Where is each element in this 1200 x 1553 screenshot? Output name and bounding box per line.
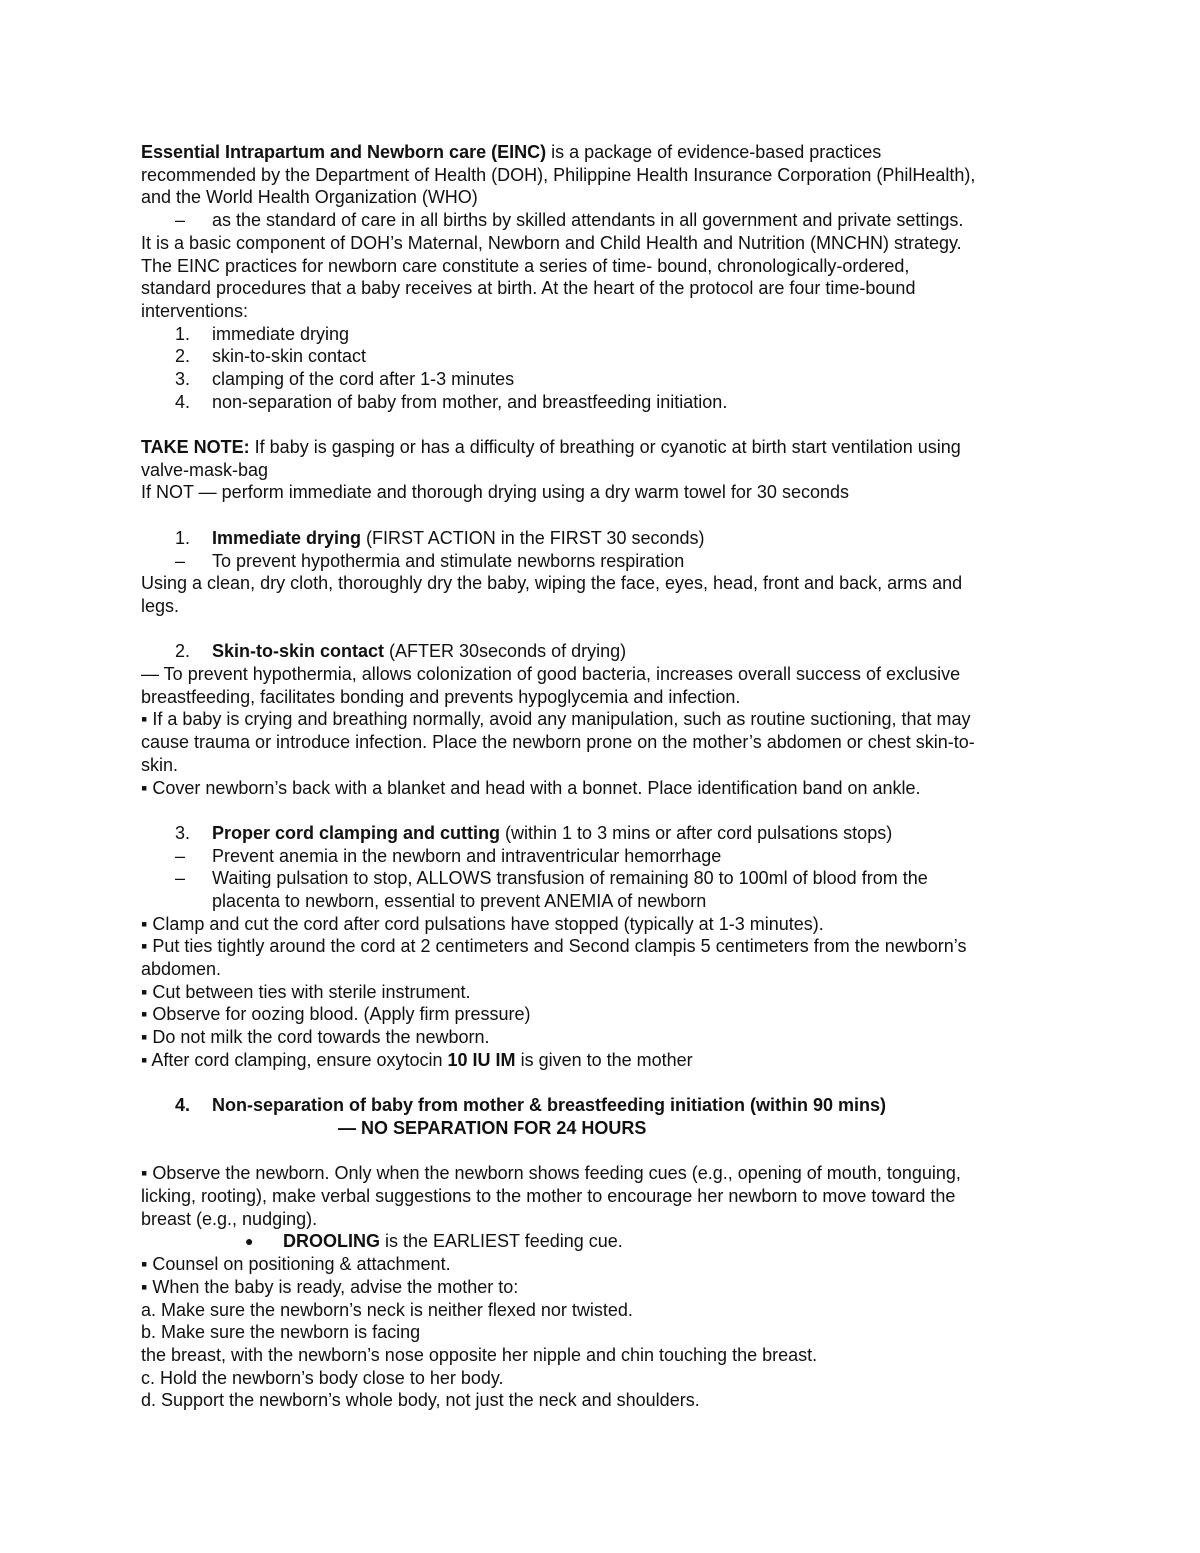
take-note-label: TAKE NOTE:	[141, 437, 250, 458]
step3-dash-1: – Prevent anemia in the newborn and intraventricular hemorrhage	[175, 845, 722, 866]
step2-line-6: ▪ Cover newborn’s back with a blanket and head with a bonnet. Place identification band on ankle.	[141, 777, 921, 798]
intro-line-3: and the World Health Organization (WHO)	[141, 187, 478, 208]
list-item: 3. clamping of the cord after 1-3 minutes	[175, 368, 515, 389]
list-item: 1. immediate drying	[175, 323, 350, 344]
step3-bullet-4: ▪ Observe for oozing blood. (Apply firm pressure)	[141, 1004, 531, 1025]
intro-line-5: It is a basic component of DOH’s Maternal, Newborn and Child Health and Nutrition (MNCHN) strategy.	[141, 232, 962, 253]
step3-heading: 3. Proper cord clamping and cutting (within 1 to 3 mins or after cord pulsations stops)	[175, 822, 893, 843]
take-note-line: TAKE NOTE: If baby is gasping or has a difficulty of breathing or cyanotic at birth start ventilation using	[141, 437, 961, 458]
intro-dash-item: – as the standard of care in all births by skilled attendants in all government and private settings.	[175, 210, 964, 231]
intro-title: Essential Intrapartum and Newborn care (EINC)	[141, 142, 547, 162]
step1-dash: – To prevent hypothermia and stimulate newborns respiration	[175, 550, 685, 571]
step2-line-1: — To prevent hypothermia, allows colonization of good bacteria, increases overall success of exclusive	[141, 664, 961, 684]
step1-line-2: legs.	[141, 595, 180, 616]
step3-dash-2: – Waiting pulsation to stop, ALLOWS transfusion of remaining 80 to 100ml of blood from the	[175, 868, 928, 889]
step4-line-6: ▪ When the baby is ready, advise the mother to:	[141, 1276, 519, 1297]
step4-line-1: ▪ Observe the newborn. Only when the newborn shows feeding cues (e.g., opening of mouth, tonguing,	[141, 1163, 961, 1184]
step2-line-2: breastfeeding, facilitates bonding and prevents hypoglycemia and infection.	[141, 686, 741, 707]
step4-subtitle: — NO SEPARATION FOR 24 HOURS	[338, 1117, 647, 1138]
step4-line-3: breast (e.g., nudging).	[141, 1208, 318, 1229]
step4-heading: 4. Non-separation of baby from mother & breastfeeding initiation (within 90 mins)	[175, 1095, 887, 1116]
intro-line-2: recommended by the Department of Health (DOH), Philippine Health Insurance Corporation (PhilHealth),	[141, 164, 976, 185]
document-page	[141, 141, 1061, 1412]
step4-line-2: licking, rooting), make verbal suggestions to the mother to encourage her newborn to move toward the	[141, 1186, 956, 1207]
step3-bullet-5: ▪ Do not milk the cord towards the newborn.	[141, 1027, 490, 1048]
list-item: 2. skin-to-skin contact	[175, 346, 367, 367]
step3-bullet-1: ▪ Clamp and cut the cord after cord pulsations have stopped (typically at 1-3 minutes).	[141, 913, 824, 934]
intro-line-6: The EINC practices for newborn care constitute a series of time- bound, chronologically-ordered,	[141, 255, 910, 276]
step1-heading: 1. Immediate drying (FIRST ACTION in the FIRST 30 seconds)	[175, 527, 705, 548]
step2-line-3: ▪ If a baby is crying and breathing normally, avoid any manipulation, such as routine suctioning, that may	[141, 709, 971, 730]
step3-bullet-2-cont: abdomen.	[141, 959, 222, 980]
step4-line-5: ▪ Counsel on positioning & attachment.	[141, 1254, 451, 1275]
bullet-icon: ●	[245, 1233, 254, 1250]
list-item: 4. non-separation of baby from mother, and breastfeeding initiation.	[175, 391, 728, 412]
step4-item-b-cont: the breast, with the newborn’s nose opposite her nipple and chin touching the breast.	[141, 1344, 818, 1365]
intro-line-7: standard procedures that a baby receives at birth. At the heart of the protocol are four time-bound	[141, 278, 916, 299]
step2-line-5: skin.	[141, 754, 179, 775]
step4-item-b: b. Make sure the newborn is facing	[141, 1322, 421, 1343]
step4-item-a: a. Make sure the newborn’s neck is neither flexed nor twisted.	[141, 1299, 633, 1320]
step3-bullet-6: ▪ After cord clamping, ensure oxytocin 10 IU IM is given to the mother	[141, 1049, 693, 1070]
take-note-line-2: valve-mask-bag	[141, 459, 269, 480]
step2-heading: 2. Skin-to-skin contact (AFTER 30seconds of drying)	[175, 641, 627, 662]
step3-dash-2-cont: placenta to newborn, essential to prevent ANEMIA of newborn	[212, 890, 707, 911]
step2-line-4: cause trauma or introduce infection. Place the newborn prone on the mother’s abdomen or chest skin-to-	[141, 732, 975, 753]
intro-line-1: Essential Intrapartum and Newborn care (EINC) is a package of evidence-based practices	[141, 142, 882, 162]
step4-item-c: c. Hold the newborn’s body close to her body.	[141, 1367, 504, 1388]
step3-bullet-3: ▪ Cut between ties with sterile instrument.	[141, 981, 471, 1002]
intro-line-8: interventions:	[141, 300, 249, 321]
step4-item-d: d. Support the newborn’s whole body, not just the neck and shoulders.	[141, 1390, 700, 1411]
step1-line-1: Using a clean, dry cloth, thoroughly dry the baby, wiping the face, eyes, head, front and back, arms and	[141, 573, 963, 594]
take-note-line-3: If NOT — perform immediate and thorough drying using a dry warm towel for 30 seconds	[141, 482, 849, 503]
step3-bullet-2: ▪ Put ties tightly around the cord at 2 centimeters and Second clampis 5 centimeters from the newborn’s	[141, 936, 967, 957]
drooling-bullet: ● DROOLING is the EARLIEST feeding cue.	[245, 1231, 623, 1252]
